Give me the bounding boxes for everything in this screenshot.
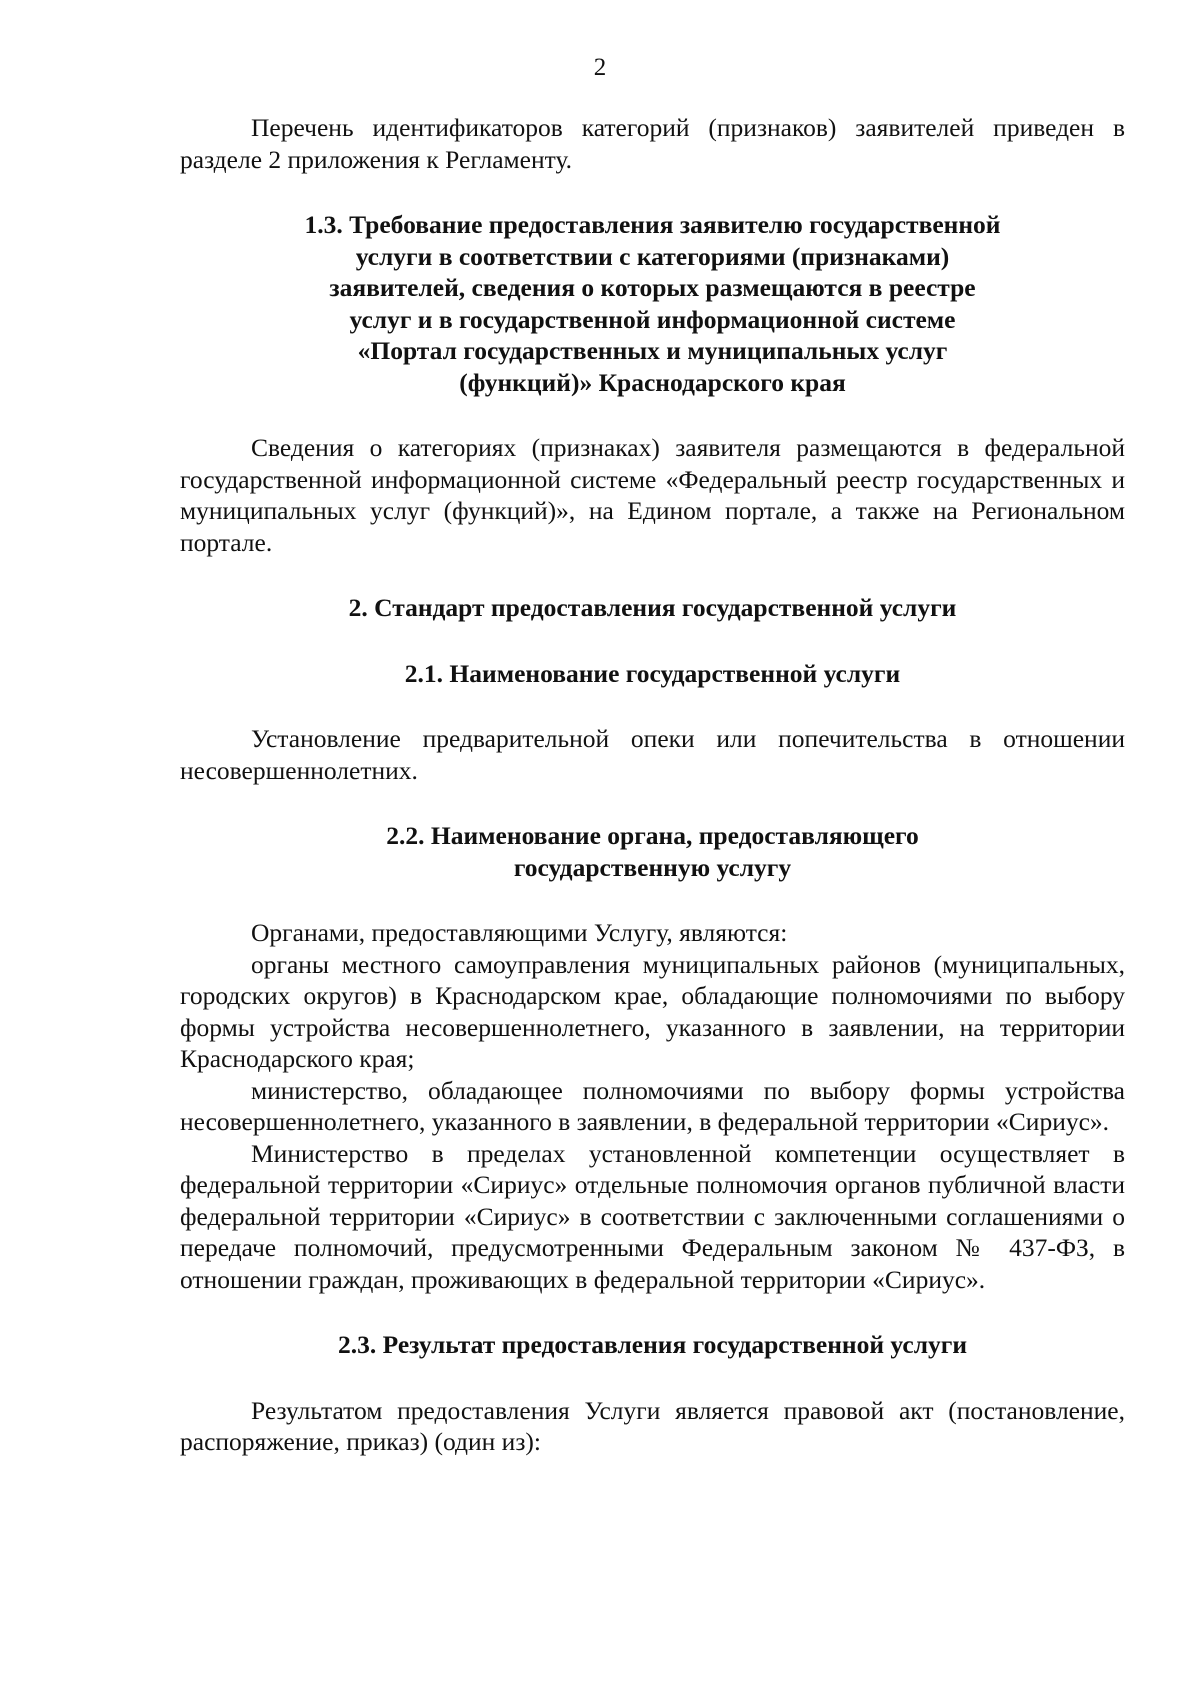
page-number: 2 [593, 54, 607, 81]
heading-line: услуги в соответствии с категориями (признаками) [355, 241, 950, 271]
heading-line: «Портал государственных и муниципальных услуг [357, 336, 948, 365]
paragraph-section-2-3: Результатом предоставления Услуги является правовой акт (постановление, распоряжение, приказ) (один из): [180, 1395, 1125, 1456]
heading-section-2-2 [180, 820, 1125, 883]
paragraph-intro-text: Перечень идентификаторов категорий (признаков) заявителей приведен в разделе 2 приложения к Регламенту. [180, 113, 1125, 174]
document-body [180, 112, 1125, 1458]
heading-section-1-3 [180, 209, 1125, 398]
paragraph-intro [180, 112, 1125, 175]
paragraph-section-2-2-a: Органами, предоставляющими Услугу, являются: [251, 918, 788, 947]
paragraph-section-2-2-b: органы местного самоуправления муниципальных районов (муниципальных, городских округов) в Краснодарском крае, обладающие полномочиями по выбору формы устройства несовершеннолетнего, указанного в заявлении, на территории Краснодарского края; [180, 949, 1125, 1073]
heading-line: государственную услугу [513, 852, 792, 882]
heading-line: услуг и в государственной информационной системе [349, 304, 956, 334]
heading-section-2-3: 2.3. Результат предоставления государственной услуги [337, 1330, 968, 1359]
paragraph-section-1-3: Сведения о категориях (признаках) заявителя размещаются в федеральной государственной информационной системе «Федеральный реестр государственных и муниципальных услуг (функций)», на Едином портале, а также на Региональном портале. [180, 433, 1125, 557]
paragraph-section-2-2-d: Министерство в пределах установленной компетенции осуществляет в федеральной территории «Сириус» отдельные полномочия органов публичной власти федеральной территории «Сириус» в соответствии с заключенными соглашениями о передаче полномочий, предусмотренными Федеральным законом № 437-ФЗ, в отношении граждан, проживающих в федеральной территории «Сириус». [180, 1138, 1125, 1294]
paragraph-section-2-1: Установление предварительной опеки или попечительства в отношении несовершеннолетних. [180, 724, 1125, 785]
heading-line: заявителей, сведения о которых размещаются в реестре [329, 273, 976, 302]
heading-line: 2.2. Наименование органа, предоставляющего [386, 821, 919, 850]
heading-line: 1.3. Требование предоставления заявителю государственной [304, 210, 1001, 239]
heading-section-2-1: 2.1. Наименование государственной услуги [404, 658, 901, 688]
paragraph-section-2-2-c: министерство, обладающее полномочиями по выбору формы устройства несовершеннолетнего, указанного в заявлении, в федеральной территории «Сириус». [180, 1075, 1125, 1136]
heading-line: (функций)» Краснодарского края [459, 367, 846, 397]
heading-section-2: 2. Стандарт предоставления государственной услуги [348, 593, 957, 622]
